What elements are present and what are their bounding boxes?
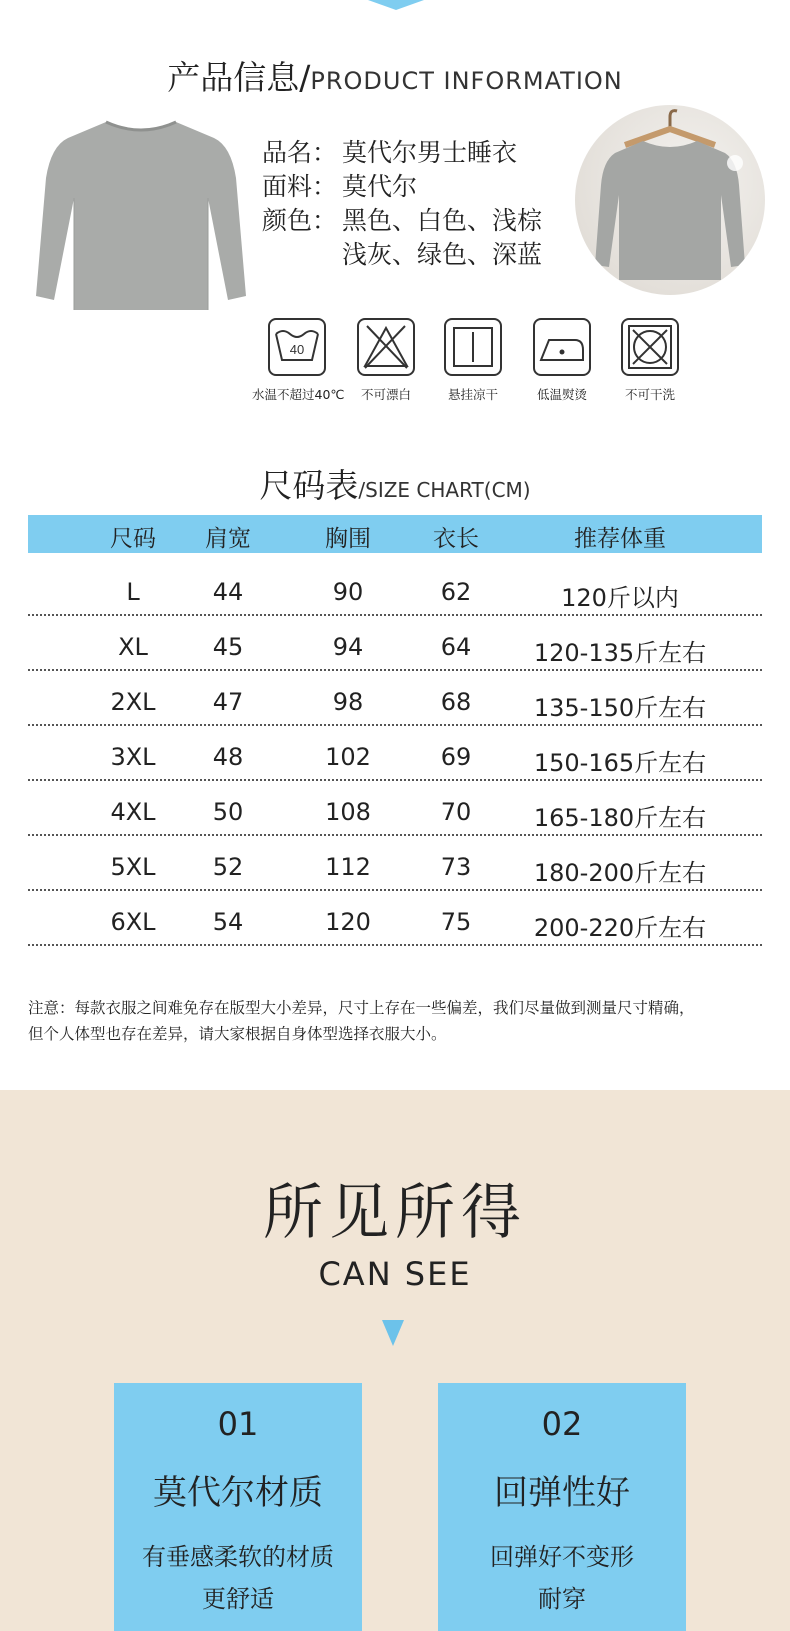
no-bleach-icon (357, 318, 415, 376)
hang-dry-icon (444, 318, 502, 376)
feature-desc (438, 1536, 686, 1620)
cell-shoulder: 45 (212, 633, 244, 661)
product-info-title-en: PRODUCT INFORMATION (310, 67, 623, 95)
spec-value: 莫代尔 (342, 172, 418, 201)
size-chart-title-en: /SIZE CHART(CM) (358, 478, 531, 502)
low-iron-icon (533, 318, 591, 376)
feature-desc-line1: 回弹好不变形 (490, 1543, 634, 1571)
spec-key: 面料： (262, 172, 338, 201)
size-row (28, 890, 762, 946)
cell-length: 75 (440, 908, 472, 936)
header-length: 衣长 (433, 526, 479, 552)
can-see-title-en: CAN SEE (318, 1255, 472, 1293)
size-row (28, 560, 762, 616)
cell-weight: 120-135斤左右 (533, 639, 707, 667)
feature-card-1 (114, 1383, 362, 1631)
spec-value: 黑色、白色、浅棕 (342, 206, 543, 235)
care-label: 悬挂凉干 (447, 387, 498, 402)
size-note (28, 995, 695, 1047)
no-dry-clean-icon (621, 318, 679, 376)
care-no-dry-clean (605, 318, 695, 403)
product-info-title (0, 52, 790, 99)
size-row (28, 615, 762, 671)
spec-key: 颜色： (262, 206, 338, 235)
feature-desc-line2: 更舒适 (202, 1585, 274, 1613)
cell-weight: 150-165斤左右 (533, 749, 707, 777)
size-row (28, 835, 762, 891)
header-chest: 胸围 (325, 526, 371, 552)
care-no-bleach (341, 318, 431, 403)
cell-shoulder: 48 (212, 743, 244, 771)
cell-length: 68 (440, 688, 472, 716)
note-line-1: 注意：每款衣服之间难免存在版型大小差异，尺寸上存在一些偏差，我们尽量做到测量尺寸精确， (28, 999, 695, 1017)
cell-chest: 90 (332, 578, 364, 606)
cell-chest: 120 (325, 908, 371, 936)
spec-value: 莫代尔男士睡衣 (342, 138, 518, 167)
feature-card-2 (438, 1383, 686, 1631)
care-label: 水温不超过40℃ (252, 387, 345, 402)
hanger-shirt-illustration (575, 105, 765, 295)
shirt-on-hanger-photo (575, 105, 765, 295)
wash-temp-label: 40 (289, 342, 305, 357)
cell-length: 69 (440, 743, 472, 771)
cell-shoulder: 50 (212, 798, 244, 826)
size-chart-header (28, 515, 762, 553)
down-arrow-icon (382, 1320, 404, 1346)
spec-row-name (262, 136, 542, 170)
cell-size: 3XL (110, 743, 156, 771)
care-wash-40 (252, 318, 345, 403)
cell-length: 64 (440, 633, 472, 661)
size-row (28, 670, 762, 726)
cell-chest: 102 (325, 743, 371, 771)
cell-chest: 98 (332, 688, 364, 716)
feature-number: 02 (541, 1405, 583, 1443)
cell-length: 62 (440, 578, 472, 606)
size-row (28, 780, 762, 836)
cell-weight: 120斤以内 (561, 584, 679, 612)
cell-size: 5XL (110, 853, 156, 881)
gray-shirt-image (36, 118, 246, 323)
header-shoulder: 肩宽 (205, 526, 251, 552)
feature-desc (114, 1536, 362, 1620)
cell-shoulder: 54 (212, 908, 244, 936)
cell-shoulder: 52 (212, 853, 244, 881)
header-weight: 推荐体重 (574, 526, 666, 552)
cell-weight: 200-220斤左右 (533, 914, 707, 942)
feature-desc-line2: 耐穿 (538, 1585, 586, 1613)
cell-chest: 94 (332, 633, 364, 661)
cell-chest: 108 (325, 798, 371, 826)
size-row (28, 725, 762, 781)
spec-colors-line2: 浅灰、绿色、深蓝 (342, 240, 543, 269)
header-size: 尺码 (110, 526, 156, 552)
cell-length: 73 (440, 853, 472, 881)
spec-row-fabric (262, 170, 542, 204)
cell-shoulder: 47 (212, 688, 244, 716)
wash-40-icon (268, 318, 326, 376)
size-chart-title-zh: 尺码表 (259, 466, 359, 505)
feature-title: 莫代尔材质 (153, 1473, 323, 1513)
cell-weight: 165-180斤左右 (533, 804, 707, 832)
note-line-2: 但个人体型也存在差异，请大家根据自身体型选择衣服大小。 (28, 1025, 447, 1043)
care-label: 低温熨烫 (536, 387, 587, 402)
can-see-title-zh: 所见所得 (263, 1178, 527, 1248)
cell-length: 70 (440, 798, 472, 826)
cell-chest: 112 (325, 853, 371, 881)
feature-number: 01 (217, 1405, 259, 1443)
care-low-iron (517, 318, 607, 403)
top-arrow-decoration (368, 0, 424, 10)
feature-desc-line1: 有垂感柔软的材质 (142, 1543, 334, 1571)
spec-key: 品名： (262, 138, 338, 167)
feature-title: 回弹性好 (494, 1473, 630, 1513)
cell-weight: 180-200斤左右 (533, 859, 707, 887)
product-specs (262, 136, 542, 272)
cell-shoulder: 44 (212, 578, 244, 606)
care-hang-dry (428, 318, 518, 403)
product-info-title-zh: 产品信息/ (167, 58, 311, 97)
cell-size: XL (118, 633, 148, 661)
size-chart-title (0, 460, 790, 507)
care-label: 不可漂白 (360, 387, 411, 402)
cell-size: 6XL (110, 908, 156, 936)
spec-row-colors (262, 204, 542, 238)
cell-weight: 135-150斤左右 (533, 694, 707, 722)
cell-size: L (126, 578, 140, 606)
cell-size: 4XL (110, 798, 156, 826)
cell-size: 2XL (110, 688, 156, 716)
care-label: 不可干洗 (624, 387, 675, 402)
